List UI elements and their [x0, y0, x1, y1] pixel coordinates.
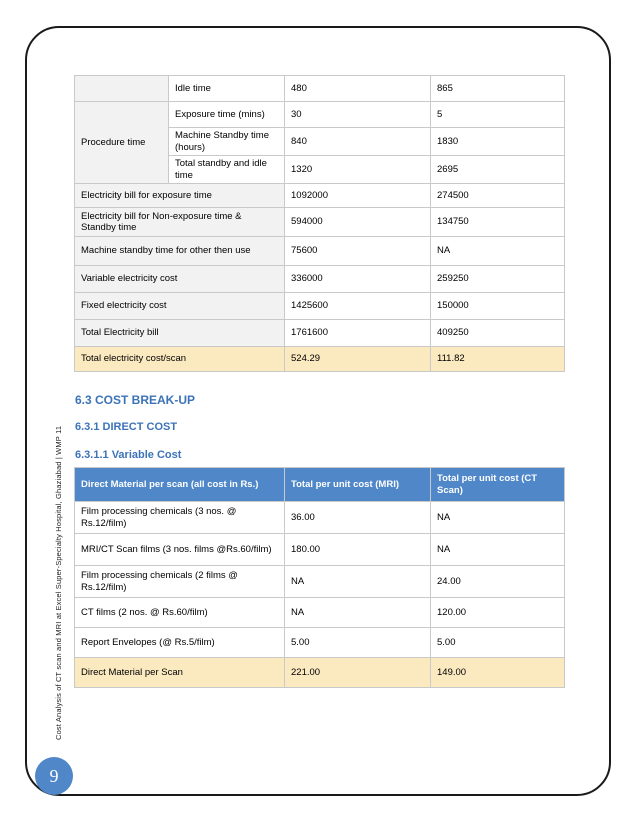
ct-value: 865	[431, 76, 565, 102]
column-header: Total per unit cost (CT Scan)	[431, 468, 565, 502]
ct-value: NA	[431, 237, 565, 266]
table-row	[75, 598, 565, 628]
ct-value: NA	[431, 502, 565, 534]
mri-value: 336000	[285, 266, 431, 293]
direct-material-table	[74, 467, 565, 688]
ct-value: 111.82	[431, 347, 565, 372]
total-row	[75, 347, 565, 372]
table-row	[75, 208, 565, 237]
mri-value: 1092000	[285, 184, 431, 208]
ct-value: 149.00	[431, 658, 565, 688]
table-row	[75, 237, 565, 266]
mri-value: 480	[285, 76, 431, 102]
row-label: Fixed electricity cost	[75, 293, 285, 320]
ct-value: NA	[431, 534, 565, 566]
row-label: Report Envelopes (@ Rs.5/film)	[75, 628, 285, 658]
blank-cell	[75, 76, 169, 102]
mri-value: 5.00	[285, 628, 431, 658]
mri-value: 221.00	[285, 658, 431, 688]
row-label: Film processing chemicals (2 films @ Rs.12/film)	[75, 566, 285, 598]
mri-value: NA	[285, 566, 431, 598]
mri-value: 75600	[285, 237, 431, 266]
table-row	[75, 320, 565, 347]
row-label: Total standby and idle time	[169, 156, 285, 184]
row-label: Variable electricity cost	[75, 266, 285, 293]
column-header: Direct Material per scan (all cost in Rs.)	[75, 468, 285, 502]
ct-value: 120.00	[431, 598, 565, 628]
table-row	[75, 534, 565, 566]
column-header: Total per unit cost (MRI)	[285, 468, 431, 502]
ct-value: 24.00	[431, 566, 565, 598]
ct-value: 5.00	[431, 628, 565, 658]
total-row	[75, 658, 565, 688]
table-row	[75, 184, 565, 208]
ct-value: 274500	[431, 184, 565, 208]
table-row	[75, 628, 565, 658]
ct-value: 2695	[431, 156, 565, 184]
table-row	[75, 566, 565, 598]
section-heading: 6.3 COST BREAK-UP	[75, 393, 196, 407]
table-row	[75, 102, 565, 128]
ct-value: 134750	[431, 208, 565, 237]
running-header: Cost Analysis of CT scan and MRI at Excel Super-Specialty Hospital, Ghaziabad | WMP 11	[54, 425, 63, 740]
table-row	[75, 502, 565, 534]
mri-value: NA	[285, 598, 431, 628]
subsubsection-heading: 6.3.1.1 Variable Cost	[75, 449, 182, 461]
page-number-badge: 9	[35, 757, 73, 795]
row-label: Electricity bill for exposure time	[75, 184, 285, 208]
row-label: Total Electricity bill	[75, 320, 285, 347]
mri-value: 524.29	[285, 347, 431, 372]
ct-value: 1830	[431, 128, 565, 156]
row-label: CT films (2 nos. @ Rs.60/film)	[75, 598, 285, 628]
row-label: Direct Material per Scan	[75, 658, 285, 688]
row-label: MRI/CT Scan films (3 nos. films @Rs.60/film)	[75, 534, 285, 566]
subsection-heading: 6.3.1 DIRECT COST	[75, 421, 178, 433]
mri-value: 594000	[285, 208, 431, 237]
row-label: Idle time	[169, 76, 285, 102]
mri-value: 36.00	[285, 502, 431, 534]
electricity-cost-table	[74, 75, 565, 372]
procedure-time-label: Procedure time	[75, 102, 169, 184]
mri-value: 840	[285, 128, 431, 156]
row-label: Machine Standby time (hours)	[169, 128, 285, 156]
table-row	[75, 266, 565, 293]
mri-value: 30	[285, 102, 431, 128]
ct-value: 409250	[431, 320, 565, 347]
row-label: Machine standby time for other then use	[75, 237, 285, 266]
mri-value: 1425600	[285, 293, 431, 320]
row-label: Electricity bill for Non-exposure time & Standby time	[75, 208, 285, 237]
ct-value: 5	[431, 102, 565, 128]
table-row	[75, 293, 565, 320]
ct-value: 259250	[431, 266, 565, 293]
row-label: Total electricity cost/scan	[75, 347, 285, 372]
row-label: Film processing chemicals (3 nos. @ Rs.12/film)	[75, 502, 285, 534]
mri-value: 1761600	[285, 320, 431, 347]
row-label: Exposure time (mins)	[169, 102, 285, 128]
mri-value: 1320	[285, 156, 431, 184]
mri-value: 180.00	[285, 534, 431, 566]
ct-value: 150000	[431, 293, 565, 320]
header-row	[75, 468, 565, 502]
table-row	[75, 76, 565, 102]
